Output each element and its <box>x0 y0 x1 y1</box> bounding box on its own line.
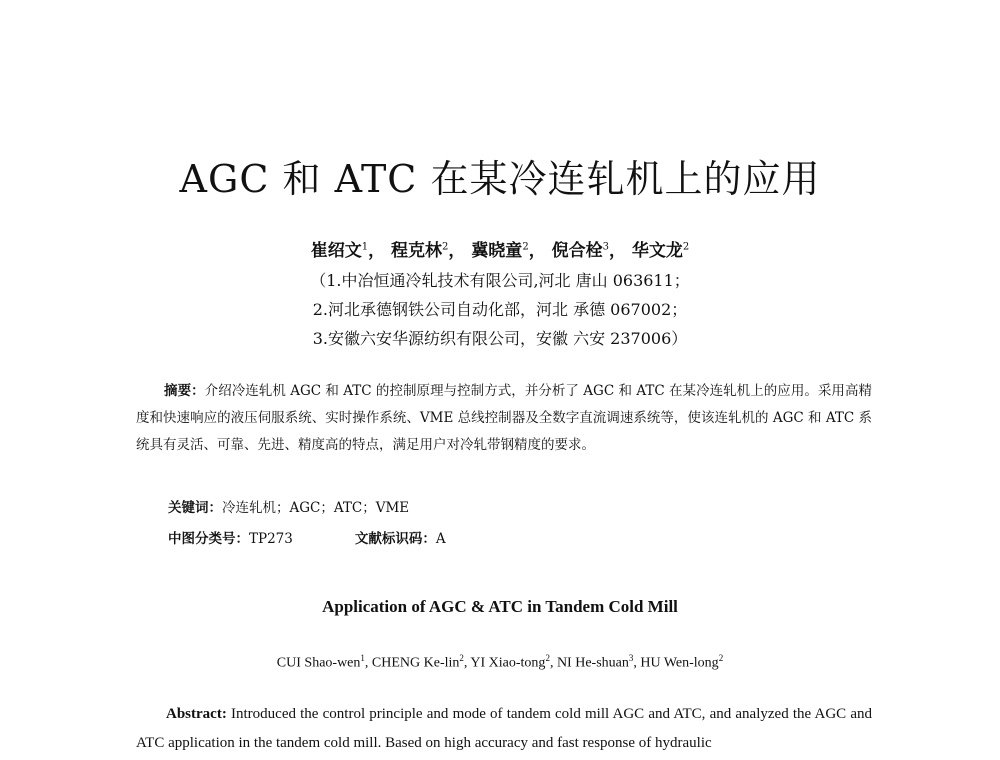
english-author: CUI Shao-wen <box>276 655 361 671</box>
classification-value: TP273 <box>249 531 293 547</box>
author-affiliation-mark: 1 <box>361 241 369 253</box>
author-affiliation-mark: 2 <box>459 653 464 663</box>
chinese-abstract <box>136 378 872 459</box>
author-affiliation-mark: 1 <box>360 653 365 663</box>
author-affiliation-mark: 2 <box>442 241 449 253</box>
english-abstract <box>136 700 872 758</box>
keywords-value: 冷连轧机；AGC；ATC；VME <box>222 500 410 516</box>
english-author: CHENG Ke-lin <box>371 655 460 671</box>
author-affiliation-mark: 2 <box>718 653 724 663</box>
classification-label: 中图分类号： <box>168 531 249 547</box>
keywords <box>168 496 409 516</box>
author-affiliation-mark: 3 <box>602 241 609 253</box>
doc-code-label: 文献标识码： <box>354 531 436 547</box>
paper-title: AGC 和 ATC 在某冷连轧机上的应用 <box>179 157 821 201</box>
english-author: YI Xiao-tong <box>470 655 546 671</box>
english-title: Application of AGC & ATC in Tandem Cold Mill <box>322 597 678 616</box>
abstract-text: 介绍冷连轧机 AGC 和 ATC 的控制原理与控制方式，并分析了 AGC 和 ATC 在某冷连轧机上的应用。采用高精度和快速响应的液压伺服系统、实时操作系统、VME 总线控制器及全数字直流调速系统等，使该连轧机的 AGC 和 ATC 系统具有灵活、可靠、先进、精度高的特点，满足用户对冷轧带钢精度的要求。 <box>136 383 873 453</box>
author: 崔绍文 <box>310 241 362 261</box>
doc-code-value: A <box>435 531 446 547</box>
author: 冀晓童 <box>471 241 523 261</box>
affiliation-line: （1.中冶恒通冷轧技术有限公司,河北 唐山 063611； <box>310 271 690 290</box>
author-affiliation-mark: 2 <box>545 653 550 663</box>
english-author: HU Wen-long <box>640 655 719 671</box>
author: 倪合栓 <box>551 241 603 261</box>
abstract-label: 摘要： <box>164 383 205 399</box>
author: 程克林 <box>391 241 443 261</box>
abstract-text: Introduced the control principle and mode of tandem cold mill AGC and ATC, and analyzed the AGC and ATC application in the tandem cold mill. Based on high accuracy and fast response of hydraulic <box>136 706 873 751</box>
affiliation-line: 3.安徽六安华源纺织有限公司，安徽 六安 237006） <box>312 329 688 348</box>
keywords-label: 关键词： <box>168 500 222 516</box>
classification-row <box>168 527 446 547</box>
english-author: NI He-shuan <box>556 655 629 671</box>
author-affiliation-mark: 3 <box>628 653 634 663</box>
english-author-list: CUI Shao-wen$^1$, CHENG Ke-lin$^2$, YI Xiao-tong$^2$, NI He-shuan$^3$, HU Wen-long$^2$ <box>276 653 724 671</box>
affiliations <box>0 266 1000 353</box>
abstract-label: Abstract: <box>166 706 227 722</box>
affiliation-line: 2.河北承德钢铁公司自动化部，河北 承德 067002； <box>312 300 688 319</box>
author-affiliation-mark: 2 <box>522 241 529 253</box>
author: 华文龙 <box>631 241 683 261</box>
author-affiliation-mark: 2 <box>682 241 690 253</box>
author-list: 崔绍文$^1$， 程克林$^2$， 冀晓童$^2$， 倪合栓$^3$， 华文龙$^2$ <box>310 241 690 261</box>
